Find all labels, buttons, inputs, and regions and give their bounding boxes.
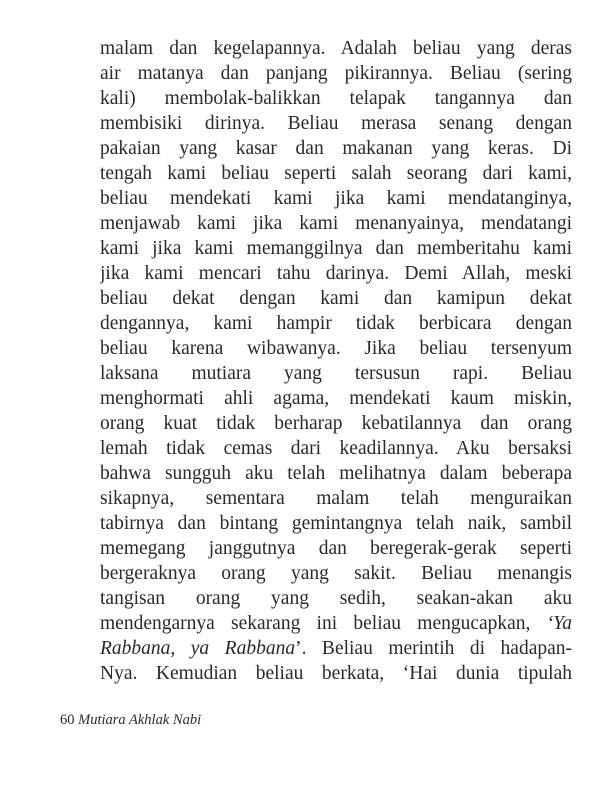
text-line: dengannya, kami hampir tidak berbicara dengan (100, 313, 572, 334)
page-footer (60, 712, 201, 729)
text-line: air matanya dan panjang pikirannya. Beliau (sering (100, 63, 572, 84)
text-line: Nya. Kemudian beliau berkata, ‘Hai dunia tipulah (100, 663, 572, 684)
text-line: sikapnya, sementara malam telah menguraikan (100, 488, 572, 509)
text-line: pakaian yang kasar dan makanan yang keras. Di (100, 138, 572, 159)
text-line: laksana mutiara yang tersusun rapi. Beliau (100, 363, 572, 384)
text-line: kami jika kami memanggilnya dan memberitahu kami (100, 238, 572, 259)
text-roman: mendengarnya sekarang ini beliau mengucapkan, (100, 613, 547, 634)
text-line: orang kuat tidak berharap kebatilannya dan orang (100, 413, 572, 434)
text-line: bergeraknya orang yang sakit. Beliau menangis (100, 563, 572, 584)
text-italic: ‘Ya (546, 613, 572, 634)
text-line: beliau mendekati kami jika kami mendatanginya, (100, 188, 572, 209)
text-line: jika kami mencari tahu darinya. Demi Allah, meski (100, 263, 572, 284)
text-line: memegang janggutnya dan beregerak-gerak seperti (100, 538, 572, 559)
text-line: tangisan orang yang sedih, seakan-akan aku (100, 588, 572, 609)
text-line: bahwa sungguh aku telah melihatnya dalam beberapa (100, 463, 572, 484)
text-line (100, 611, 572, 636)
text-line: kali) membolak-balikkan telapak tangannya dan (100, 88, 572, 109)
body-text (100, 36, 572, 686)
text-roman: ’. Beliau merintih di hadapan- (295, 638, 572, 659)
text-line: beliau karena wibawanya. Jika beliau tersenyum (100, 338, 572, 359)
book-title: Mutiara Akhlak Nabi (78, 712, 202, 728)
text-line: menghormati ahli agama, mendekati kaum miskin, (100, 388, 572, 409)
text-line: membisiki dirinya. Beliau merasa senang dengan (100, 113, 572, 134)
text-line: tengah kami beliau seperti salah seorang dari kami, (100, 163, 572, 184)
text-line: malam dan kegelapannya. Adalah beliau yang deras (100, 38, 572, 59)
text-italic: Rabbana, ya Rabbana (100, 638, 296, 659)
text-line (100, 636, 572, 661)
text-line: tabirnya dan bintang gemintangnya telah naik, sambil (100, 513, 572, 534)
text-line: lemah tidak cemas dari keadilannya. Aku bersaksi (100, 438, 572, 459)
page-number: 60 (60, 712, 75, 728)
text-line: beliau dekat dengan kami dan kamipun dekat (100, 288, 572, 309)
text-line: menjawab kami jika kami menanyainya, mendatangi (100, 213, 572, 234)
